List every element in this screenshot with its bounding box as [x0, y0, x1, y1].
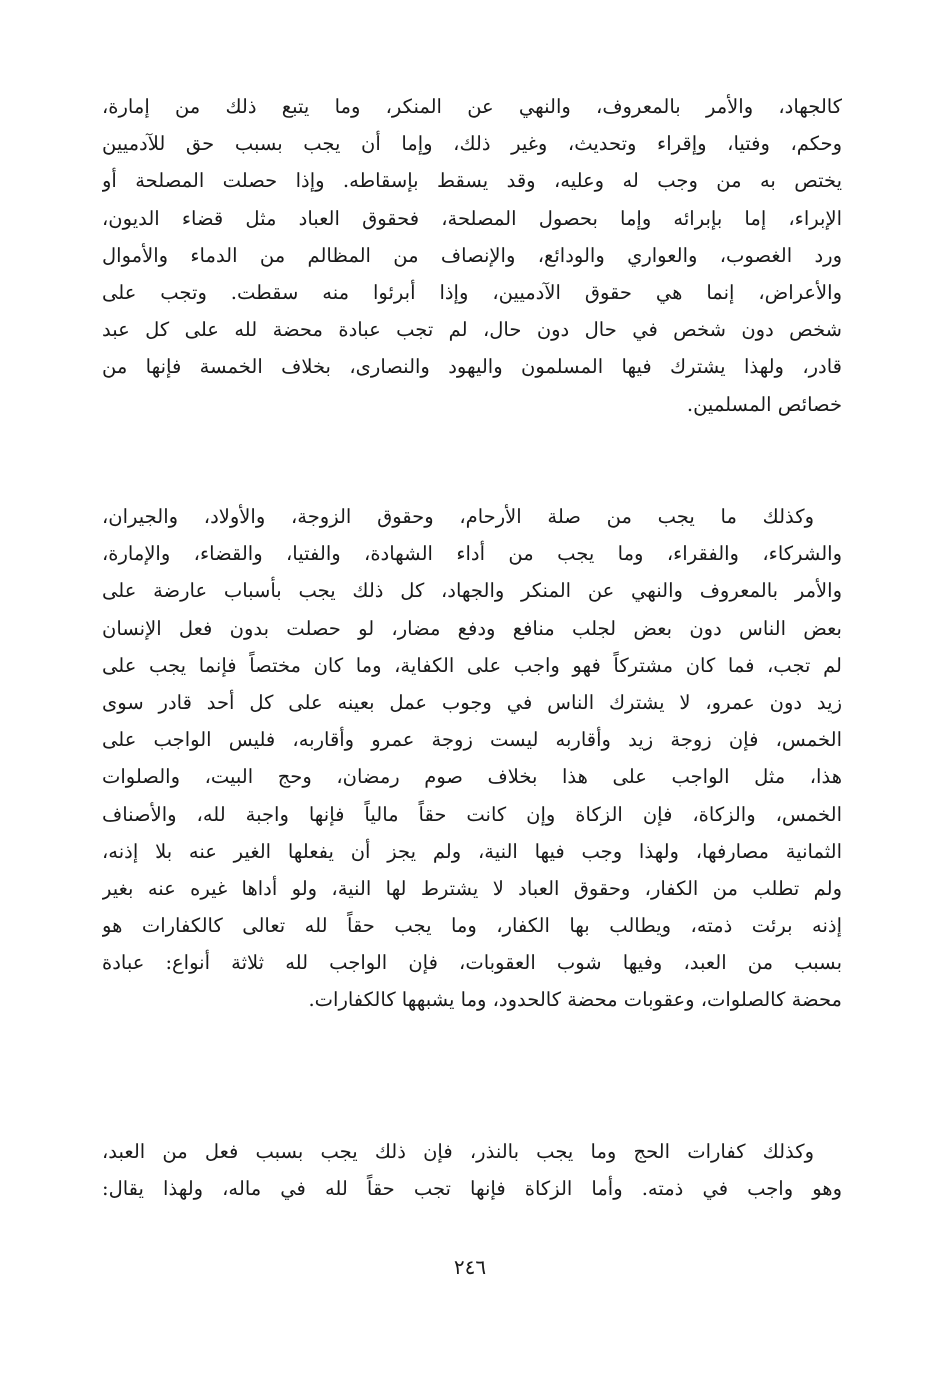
text-line: وهو واجب في ذمته. وأما الزكاة فإنها تجب حقاً لله في ماله، ولهذا يقال: — [102, 1177, 842, 1201]
text-line: الخمس، فإن زوجة زيد وأقاربه ليست زوجة عمرو وأقاربه، فليس الواجب على — [102, 728, 842, 752]
text-line: والأعراض، إنما هي حقوق الآدميين، وإذا أبرئوا منه سقطت. وتجب على — [102, 280, 842, 304]
text-line: وكذلك كفارات الحج وما يجب بالنذر، فإن ذلك يجب بسبب فعل من العبد، — [102, 1140, 814, 1163]
text-line: ورد الغصوب، والعواري والودائع، والإنصاف من المظالم من الدماء والأموال — [102, 243, 842, 267]
text-line: والشركاء، والفقراء، وما يجب من أداء الشهادة، والفتيا، والقضاء، والإمارة، — [102, 542, 842, 566]
text-line: وكذلك ما يجب من صلة الأرحام، وحقوق الزوجة، والأولاد، والجيران، — [102, 505, 814, 528]
text-line: شخص دون شخص في حال دون حال، لم تجب عبادة محضة لله على كل عبد — [102, 318, 842, 342]
text-line: بعض الناس دون بعض لجلب منافع ودفع مضار، لو حصلت بدون فعل الإنسان — [102, 616, 842, 640]
text-line: ولم تطلب من الكفار، وحقوق العباد لا يشترط لها النية، ولو أداها غيره عنه بغير — [102, 876, 842, 900]
paragraph-3 — [102, 1133, 842, 1207]
text-line: خصائص المسلمين. — [686, 392, 842, 416]
text-line: محضة كالصلوات، وعقوبات محضة كالحدود، وما يشبهها كالكفارات. — [308, 988, 842, 1012]
text-line: الخمس، والزكاة، فإن الزكاة وإن كانت حقاً مالياً فإنها واجبة لله، والأصناف — [102, 802, 842, 826]
page-number: ٢٤٦ — [453, 1255, 487, 1279]
text-line: لم تجب، فما كان مشتركاً فهو واجب على الكفاية، وما كان مختصاً فإنما يجب على — [102, 653, 842, 677]
text-line: وحكم، وفتيا، وإقراء وتحديث، وغير ذلك، وإما أن يجب بسبب حق للآدميين — [102, 132, 842, 156]
text-line: قادر، ولهذا يشترك فيها المسلمون واليهود والنصارى، بخلاف الخمسة فإنها من — [102, 355, 842, 379]
text-line: زيد دون عمرو، لا يشترك الناس في وجوب عمل بعينه على كل أحد قادر سوى — [102, 690, 842, 714]
text-line: كالجهاد، والأمر بالمعروف، والنهي عن المنكر، وما يتبع ذلك من إمارة، — [102, 95, 842, 118]
paragraph-2 — [102, 498, 842, 1019]
text-line: الإبراء، إما بإبرائه وإما بحصول المصلحة، فحقوق العباد مثل قضاء الديون، — [102, 206, 842, 230]
text-line: هذا، مثل الواجب على هذا بخلاف صوم رمضان، وحج البيت، والصلوات — [102, 765, 842, 789]
text-line: والأمر بالمعروف والنهي عن المنكر والجهاد، كل ذلك يجب بأسباب عارضة على — [102, 579, 842, 603]
paragraph-1 — [102, 88, 842, 423]
text-line: يختص به من وجب له وعليه، وقد يسقط بإسقاطه. وإذا حصلت المصلحة أو — [102, 169, 842, 193]
text-line: الثمانية مصارفها، ولهذا وجب فيها النية، ولم يجز أن يفعلها الغير عنه بلا إذنه، — [102, 839, 842, 863]
text-line: إذنه برئت ذمته، ويطالب بها الكفار، وما يجب حقاً لله تعالى كالكفارات هو — [102, 914, 842, 938]
text-line: بسبب من العبد، وفيها شوب العقوبات، فإن الواجب لله ثلاثة أنواع: عبادة — [102, 951, 842, 975]
